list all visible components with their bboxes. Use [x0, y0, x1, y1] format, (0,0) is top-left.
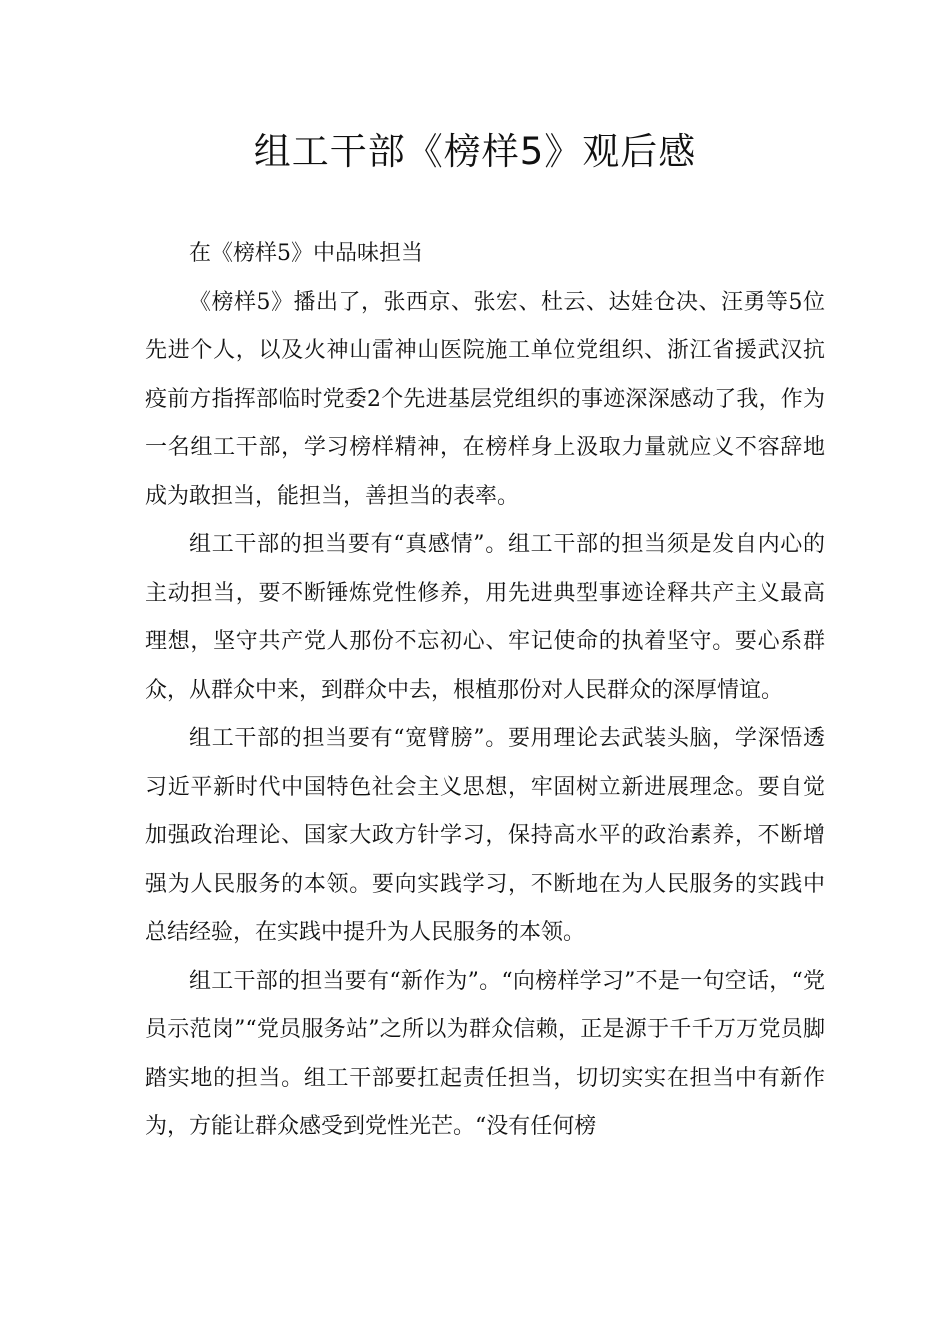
body-paragraph: 组工干部的担当要有“新作为”。“向榜样学习”不是一句空话，“党员示范岗”“党员服务站”之所以为群众信赖，正是源于千千万万党员脚踏实地的担当。组工干部要扛起责任担当，切切实实在担当中有新作为，方能让群众感受到党性光芒。“没有任何榜 — [145, 968, 825, 1139]
body-paragraph: 《榜样5》播出了，张西京、张宏、杜云、达娃仓决、汪勇等5位先进个人，以及火神山雷神山医院施工单位党组织、浙江省援武汉抗疫前方指挥部临时党委2个先进基层党组织的事迹深深感动了我，作为一名组工干部，学习榜样精神，在榜样身上汲取力量就应义不容辞地成为敢担当，能担当，善担当的表率。 — [145, 289, 825, 509]
document-body — [145, 230, 825, 1152]
document-title: 组工干部《榜样5》观后感 — [253, 130, 697, 173]
body-paragraph: 组工干部的担当要有“真感情”。组工干部的担当须是发自内心的主动担当，要不断锤炼党性修养，用先进典型事迹诠释共产主义最高理想，坚守共产党人那份不忘初心、牢记使命的执着坚守。要心系群众，从群众中来，到群众中去，根植那份对人民群众的深厚情谊。 — [145, 532, 825, 703]
body-paragraph: 组工干部的担当要有“宽臂膀”。要用理论去武装头脑，学深悟透习近平新时代中国特色社会主义思想，牢固树立新进展理念。要自觉加强政治理论、国家大政方针学习，保持高水平的政治素养，不断增强为人民服务的本领。要向实践学习，不断地在为人民服务的实践中总结经验，在实践中提升为人民服务的本领。 — [145, 726, 825, 945]
subtitle-paragraph: 在《榜样5》中品味担当 — [189, 241, 423, 266]
